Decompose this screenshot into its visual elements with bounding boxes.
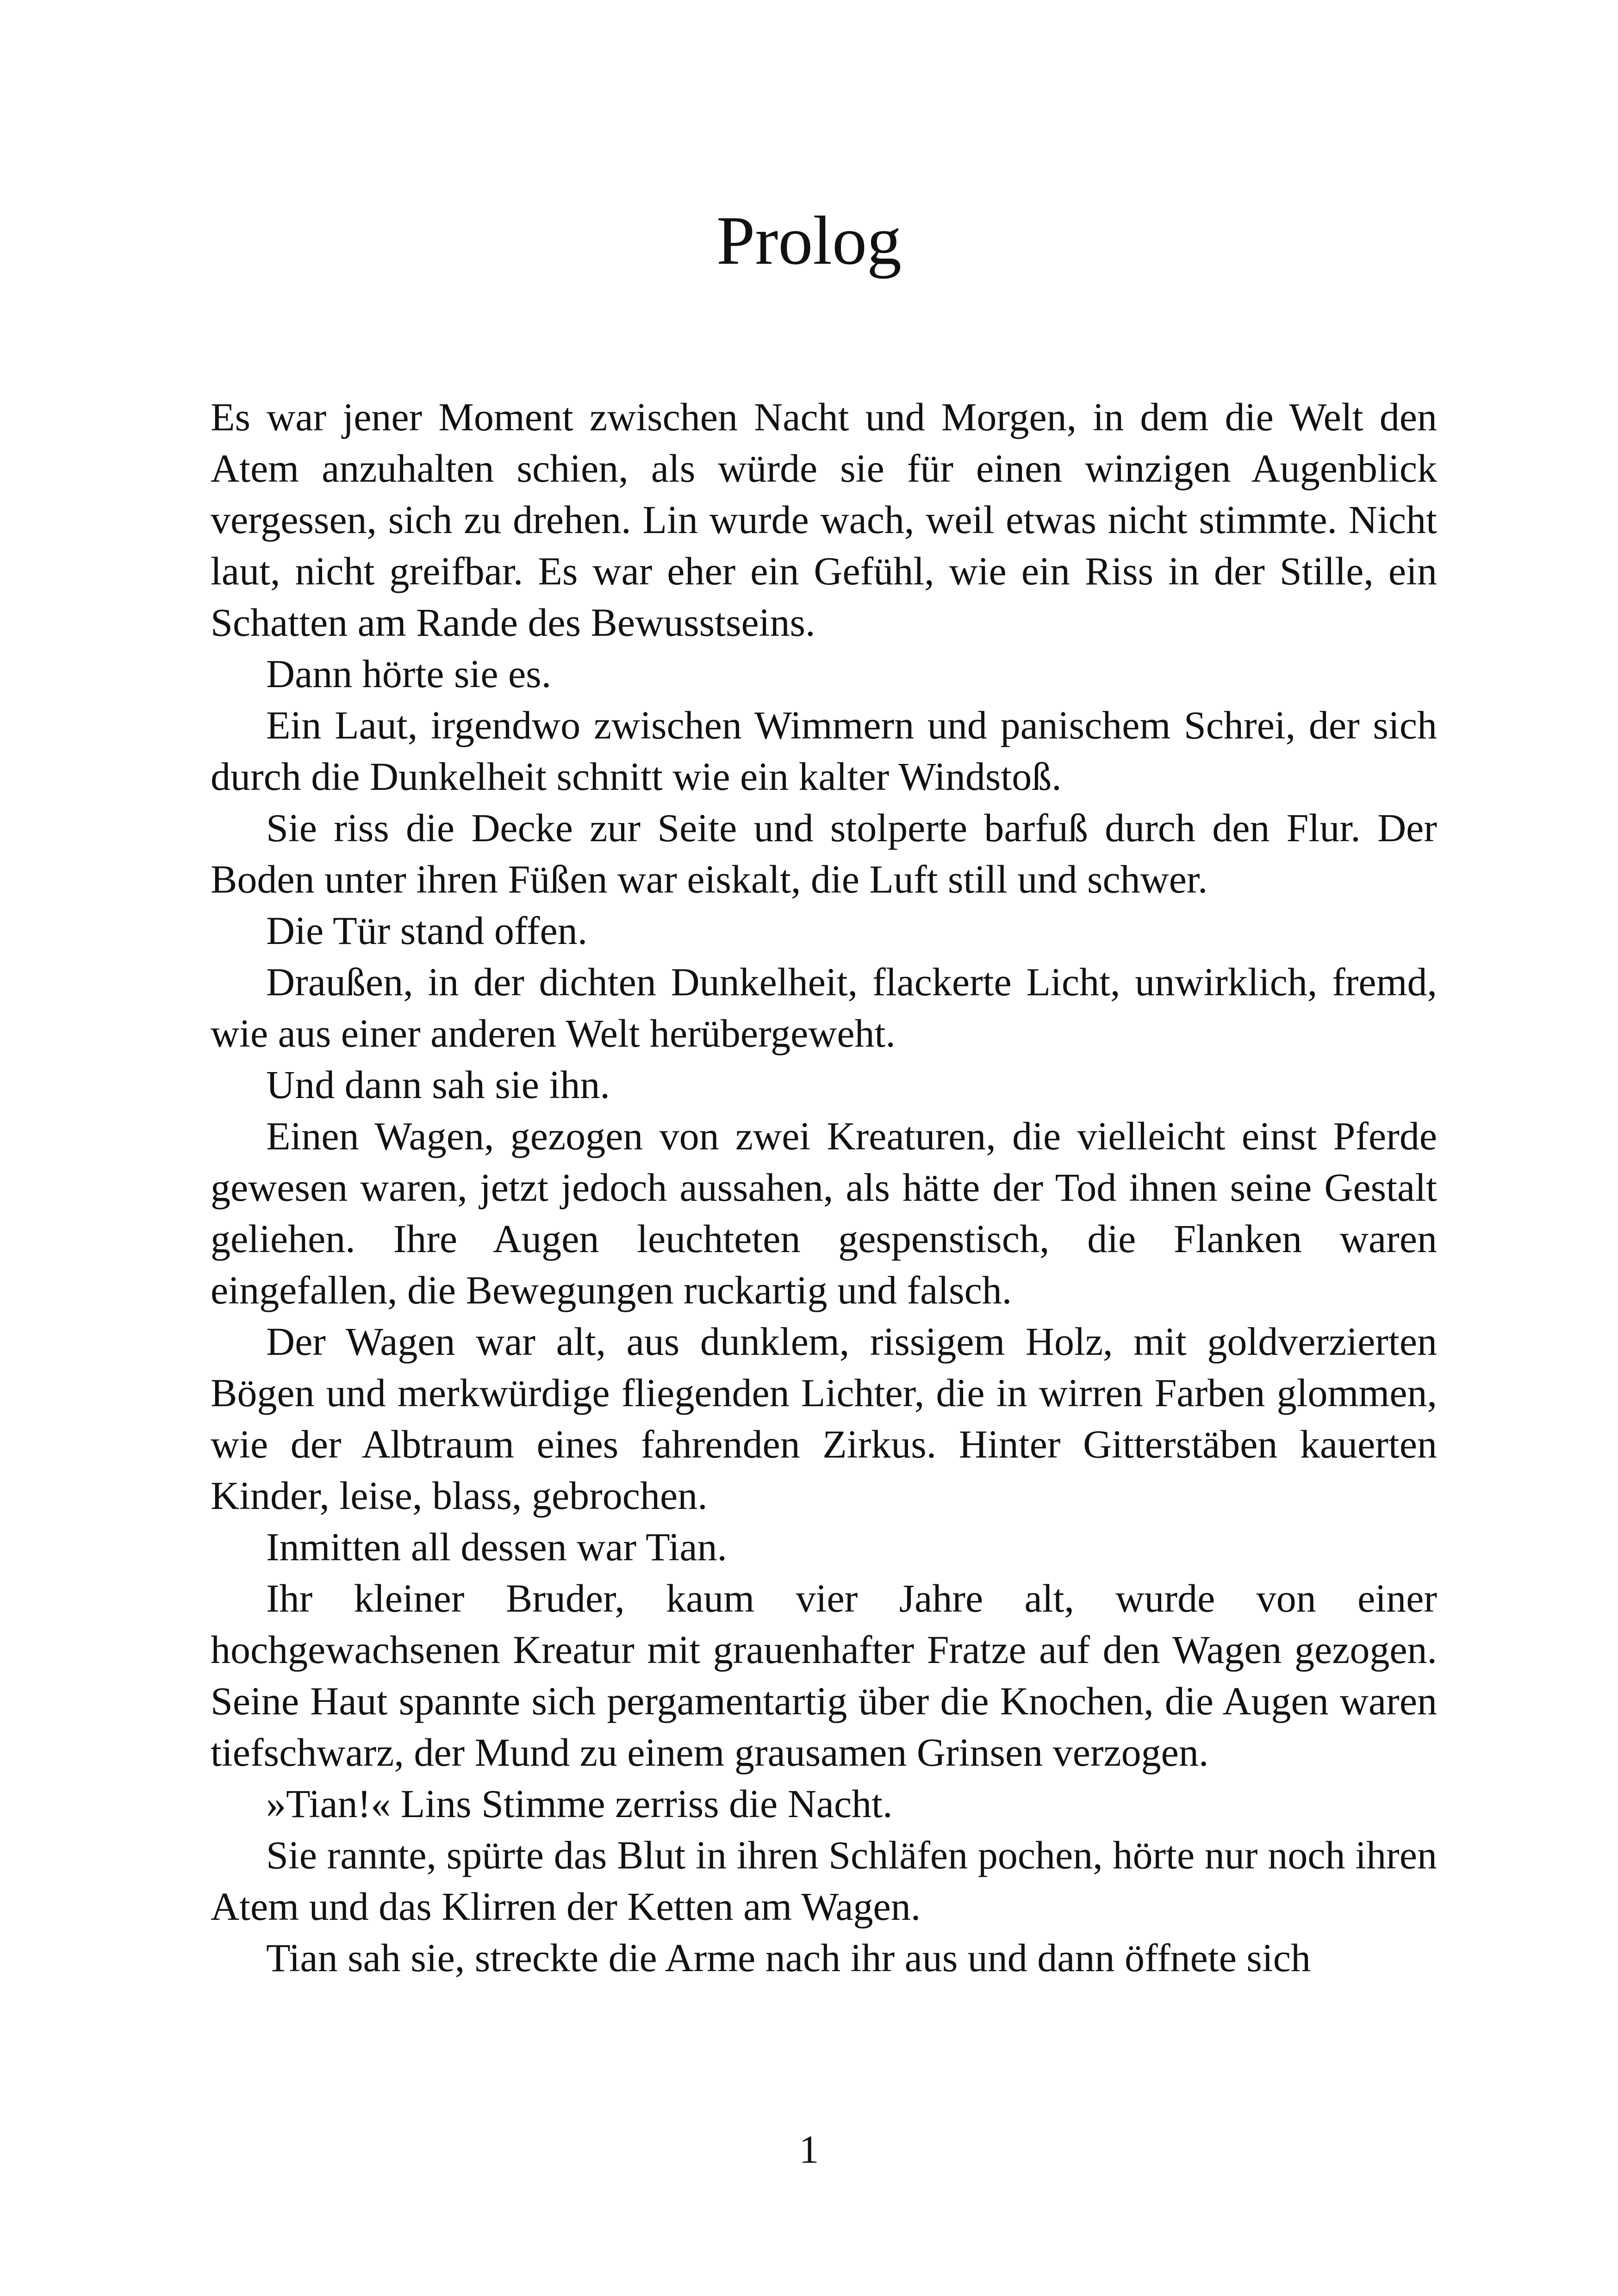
paragraph: Sie riss die Decke zur Seite und stolperte barfuß durch den Flur. Der Boden unter ihren Füßen war eiskalt, die Luft still und schwer. [211, 806, 1437, 901]
paragraph: Einen Wagen, gezogen von zwei Kreaturen, die vielleicht einst Pferde gewesen waren, jetzt jedoch aussahen, als hätte der Tod ihnen seine Gestalt geliehen. Ihre Augen leuchteten gespenstisch, die Flanken waren eingefallen, die Bewegungen ruckartig und falsch. [211, 1114, 1437, 1312]
chapter-title: Prolog [716, 202, 902, 279]
chapter-body [211, 391, 1437, 1984]
paragraph: »Tian!« Lins Stimme zerriss die Nacht. [266, 1781, 893, 1826]
paragraph: Inmitten all dessen war Tian. [266, 1525, 728, 1569]
paragraph: Die Tür stand offen. [266, 908, 588, 953]
page-number: 1 [799, 2127, 819, 2172]
paragraph: Tian sah sie, streckte die Arme nach ihr aus und dann öffnete sich [266, 1936, 1311, 1980]
paragraph: Draußen, in der dichten Dunkelheit, flackerte Licht, unwirklich, fremd, wie aus einer anderen Welt herübergeweht. [211, 960, 1437, 1055]
paragraph: Der Wagen war alt, aus dunklem, rissigem Holz, mit goldverzierten Bögen und merkwürdige fliegenden Lichter, die in wirren Farben glommen, wie der Albtraum eines fahrenden Zirkus. Hinter Gitterstäben kauerten Kinder, leise, blass, gebrochen. [211, 1319, 1437, 1518]
paragraph: Ihr kleiner Bruder, kaum vier Jahre alt, wurde von einer hochgewachsenen Kreatur mit grauenhafter Fratze auf den Wagen gezogen. Seine Haut spannte sich pergamentartig über die Knochen, die Augen waren tiefschwarz, der Mund zu einem grausamen Grinsen verzogen. [211, 1576, 1437, 1775]
paragraph: Sie rannte, spürte das Blut in ihren Schläfen pochen, hörte nur noch ihren Atem und das Klirren der Ketten am Wagen. [211, 1833, 1437, 1929]
paragraph: Und dann sah sie ihn. [266, 1062, 610, 1107]
paragraph: Dann hörte sie es. [266, 652, 552, 696]
paragraph: Ein Laut, irgendwo zwischen Wimmern und panischem Schrei, der sich durch die Dunkelheit schnitt wie ein kalter Windstoß. [211, 703, 1437, 799]
paragraph: Es war jener Moment zwischen Nacht und Morgen, in dem die Welt den Atem anzuhalten schien, als würde sie für einen winzigen Augenblick vergessen, sich zu drehen. Lin wurde wach, weil etwas nicht stimmte. Nicht laut, nicht greifbar. Es war eher ein Gefühl, wie ein Riss in der Stille, ein Schatten am Rande des Bewusstseins. [211, 395, 1437, 645]
